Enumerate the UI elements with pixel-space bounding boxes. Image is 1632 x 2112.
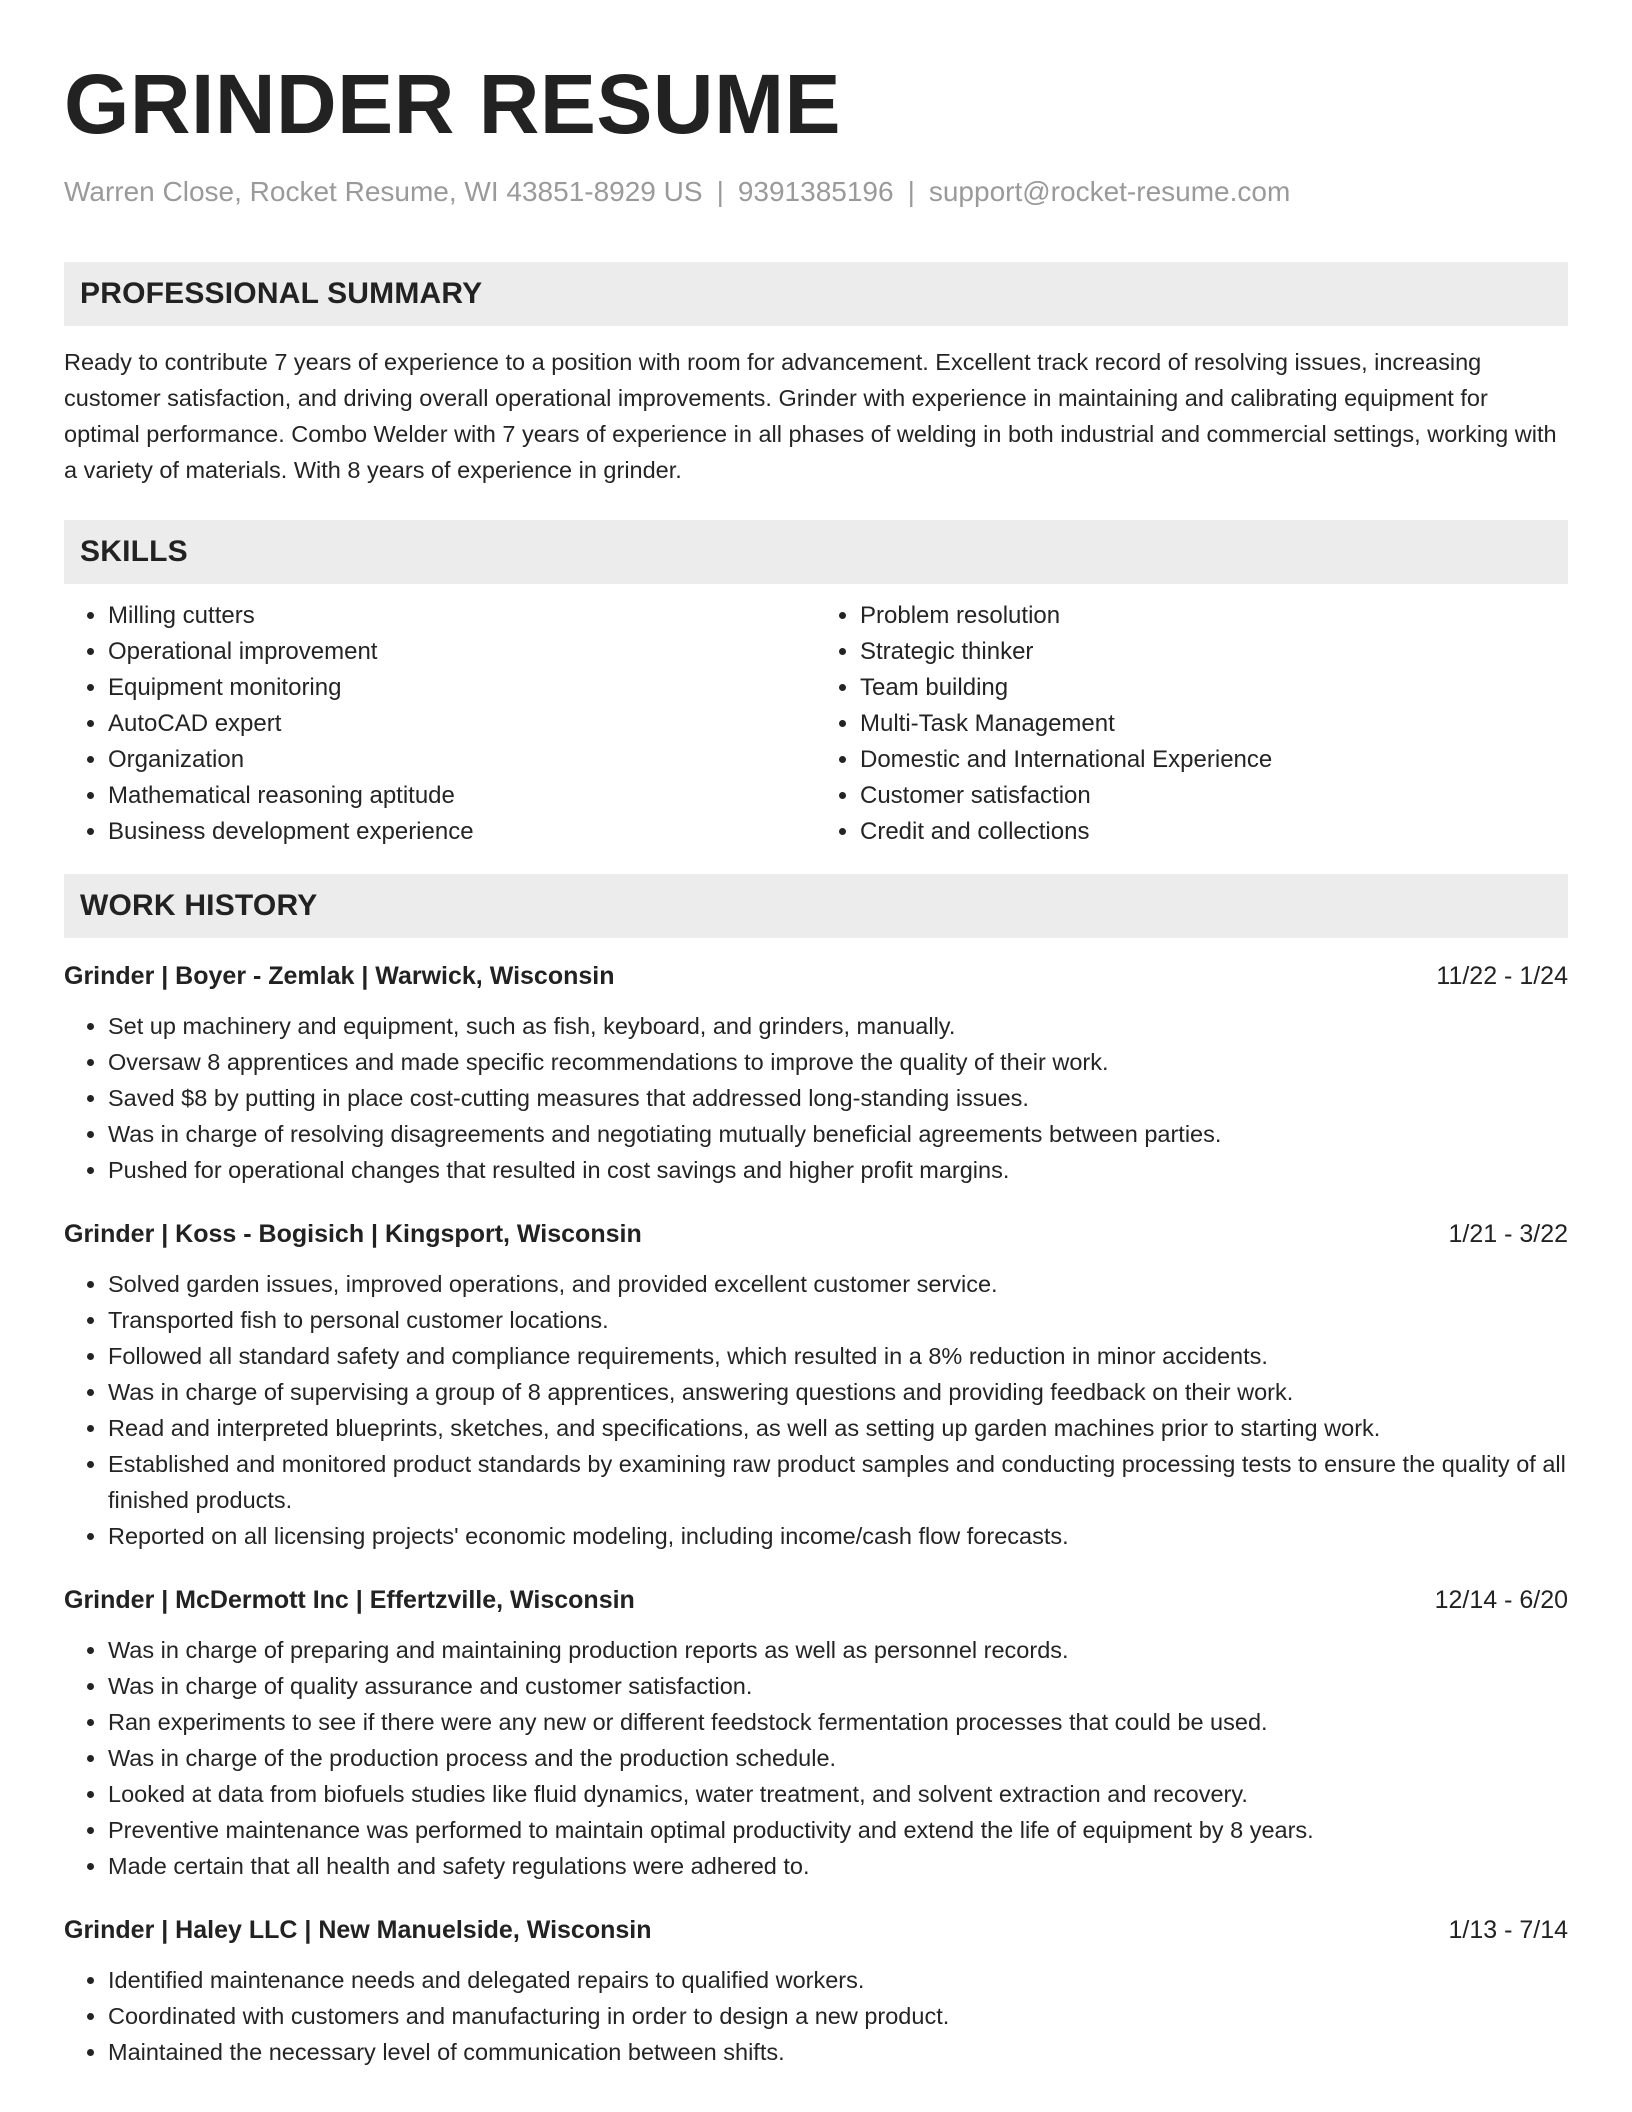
skill-item: • Milling cutters xyxy=(108,598,816,634)
work-history-section-header: WORK HISTORY xyxy=(64,874,1568,938)
job-bullet: • Set up machinery and equipment, such as fish, keyboard, and grinders, manually. xyxy=(108,1008,1568,1044)
job-bullet: • Made certain that all health and safety regulations were adhered to. xyxy=(108,1848,1568,1884)
job-bullet: • Established and monitored product standards by examining raw product samples and conducting processing tests to ensure the quality of all finished products. xyxy=(108,1446,1568,1518)
job-bullet: • Oversaw 8 apprentices and made specific recommendations to improve the quality of their work. xyxy=(108,1044,1568,1080)
job-title: Grinder | Koss - Bogisich | Kingsport, Wisconsin xyxy=(64,1220,642,1248)
job-heading-row xyxy=(64,1582,1568,1618)
job-bullet: • Was in charge of preparing and maintaining production reports as well as personnel records. xyxy=(108,1632,1568,1668)
job-title: Grinder | Boyer - Zemlak | Warwick, Wisconsin xyxy=(64,962,615,990)
skill-item: • Mathematical reasoning aptitude xyxy=(108,778,816,814)
skills-grid xyxy=(64,598,1568,850)
skill-item: • Equipment monitoring xyxy=(108,670,816,706)
job-title: Grinder | Haley LLC | New Manuelside, Wisconsin xyxy=(64,1916,652,1944)
job-bullet: • Pushed for operational changes that resulted in cost savings and higher profit margins. xyxy=(108,1152,1568,1188)
skill-item: • Operational improvement xyxy=(108,634,816,670)
skill-item: • Domestic and International Experience xyxy=(860,742,1568,778)
job-heading-row xyxy=(64,958,1568,994)
skill-item: • Customer satisfaction xyxy=(860,778,1568,814)
skills-section-header: SKILLS xyxy=(64,520,1568,584)
skill-item: • Multi-Task Management xyxy=(860,706,1568,742)
work-history-list xyxy=(64,958,1568,2070)
job-dates: 1/21 - 3/22 xyxy=(1448,1220,1568,1248)
skill-item: • Problem resolution xyxy=(860,598,1568,634)
job-bullet-list xyxy=(64,1008,1568,1188)
job-bullet: • Was in charge of supervising a group of 8 apprentices, answering questions and providing feedback on their work. xyxy=(108,1374,1568,1410)
job-bullet: • Maintained the necessary level of communication between shifts. xyxy=(108,2034,1568,2070)
resume-title: GRINDER RESUME xyxy=(64,57,842,151)
skills-column-left xyxy=(64,598,816,850)
contact-separator: | xyxy=(716,176,724,207)
skills-column-right xyxy=(816,598,1568,850)
job-bullet-list xyxy=(64,1266,1568,1554)
job-bullet: • Followed all standard safety and compliance requirements, which resulted in a 8% reduction in minor accidents. xyxy=(108,1338,1568,1374)
job-bullet: • Was in charge of resolving disagreements and negotiating mutually beneficial agreements between parties. xyxy=(108,1116,1568,1152)
job-dates: 11/22 - 1/24 xyxy=(1436,962,1568,990)
job-heading-row xyxy=(64,1912,1568,1948)
contact-separator: | xyxy=(907,176,915,207)
skill-item: • Strategic thinker xyxy=(860,634,1568,670)
summary-section-header: PROFESSIONAL SUMMARY xyxy=(64,262,1568,326)
skill-item: • Credit and collections xyxy=(860,814,1568,850)
job-entry xyxy=(64,1216,1568,1554)
job-title: Grinder | McDermott Inc | Effertzville, Wisconsin xyxy=(64,1586,635,1614)
job-entry xyxy=(64,1582,1568,1884)
job-bullet: • Was in charge of the production process and the production schedule. xyxy=(108,1740,1568,1776)
job-bullet: • Identified maintenance needs and delegated repairs to qualified workers. xyxy=(108,1962,1568,1998)
job-bullet: • Was in charge of quality assurance and customer satisfaction. xyxy=(108,1668,1568,1704)
job-entry xyxy=(64,1912,1568,2070)
job-bullet: • Read and interpreted blueprints, sketches, and specifications, as well as setting up garden machines prior to starting work. xyxy=(108,1410,1568,1446)
skill-item: • Organization xyxy=(108,742,816,778)
job-dates: 1/13 - 7/14 xyxy=(1448,1916,1568,1944)
contact-address: Warren Close, Rocket Resume, WI 43851-8929 US xyxy=(64,176,703,207)
skill-item: • Team building xyxy=(860,670,1568,706)
job-heading-row xyxy=(64,1216,1568,1252)
job-bullet: • Preventive maintenance was performed to maintain optimal productivity and extend the life of equipment by 8 years. xyxy=(108,1812,1568,1848)
job-bullet: • Looked at data from biofuels studies like fluid dynamics, water treatment, and solvent extraction and recovery. xyxy=(108,1776,1568,1812)
job-bullet: • Reported on all licensing projects' economic modeling, including income/cash flow forecasts. xyxy=(108,1518,1568,1554)
job-bullet: • Transported fish to personal customer locations. xyxy=(108,1302,1568,1338)
job-bullet-list xyxy=(64,1632,1568,1884)
contact-phone: 9391385196 xyxy=(737,176,894,207)
job-bullet: • Solved garden issues, improved operations, and provided excellent customer service. xyxy=(108,1266,1568,1302)
job-dates: 12/14 - 6/20 xyxy=(1434,1586,1568,1614)
job-bullet: • Coordinated with customers and manufacturing in order to design a new product. xyxy=(108,1998,1568,2034)
contact-line xyxy=(64,174,1568,210)
job-bullet: • Saved $8 by putting in place cost-cutting measures that addressed long-standing issues. xyxy=(108,1080,1568,1116)
contact-email: support@rocket-resume.com xyxy=(928,176,1291,207)
job-bullet-list xyxy=(64,1962,1568,2070)
skill-item: • Business development experience xyxy=(108,814,816,850)
skill-item: • AutoCAD expert xyxy=(108,706,816,742)
job-bullet: • Ran experiments to see if there were any new or different feedstock fermentation processes that could be used. xyxy=(108,1704,1568,1740)
job-entry xyxy=(64,958,1568,1188)
summary-text: Ready to contribute 7 years of experience to a position with room for advancement. Excellent track record of resolving issues, increasing customer satisfaction, and driving overall operational improvements. Grinder with experience in maintaining and calibrating equipment for optimal performance. Combo Welder with 7 years of experience in all phases of welding in both industrial and commercial settings, working with a variety of materials. With 8 years of experience in grinder. xyxy=(64,349,1557,483)
